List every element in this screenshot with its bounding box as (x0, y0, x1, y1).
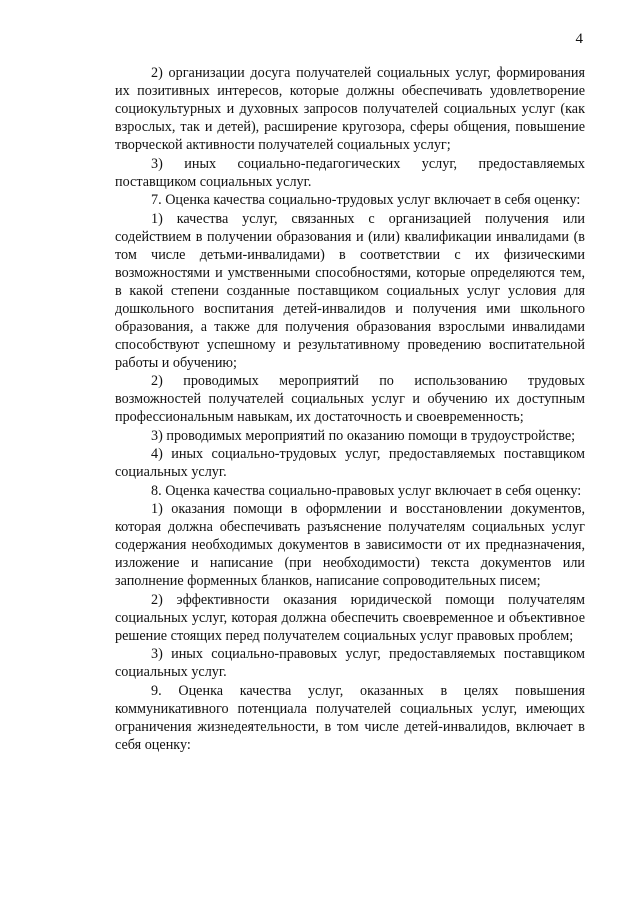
document-body (115, 64, 585, 754)
paragraph-2-labor-opportunities: 2) проводимых мероприятий по использованию трудовых возможностей получателей социальных услуг и обучению их доступным профессиональным навыкам, их достаточность и своевременность; (115, 373, 585, 425)
paragraph-2-legal-help: 2) эффективности оказания юридической помощи получателям социальных услуг, которая должна обеспечить своевременное и объективное решение стоящих перед получателем социальных услуг правовых проблем; (115, 591, 585, 644)
paragraph-3-other-pedagogical: 3) иных социально-педагогических услуг, предоставляемых поставщиком социальных услуг. (115, 155, 585, 190)
paragraph-3-employment: 3) проводимых мероприятий по оказанию помощи в трудоустройстве; (151, 427, 576, 444)
paragraph-3-other-legal: 3) иных социально-правовых услуг, предоставляемых поставщиком социальных услуг. (115, 646, 585, 680)
paragraph-7-labor-services: 7. Оценка качества социально-трудовых услуг включает в себя оценку: (151, 192, 581, 208)
paragraph-1-documents: 1) оказания помощи в оформлении и восстановлении документов, которая должна обеспечивать разъяснение получателям социальных услуг содержания необходимых документов в зависимости от их предназначения, изложение и написание (при необходимости) текста документов или заполнение форменных бланков, написание сопроводительных писем; (115, 501, 585, 589)
paragraph-4-other-labor: 4) иных социально-трудовых услуг, предоставляемых поставщиком социальных услуг. (115, 446, 585, 480)
paragraph-8-legal-services: 8. Оценка качества социально-правовых услуг включает в себя оценку: (151, 482, 582, 499)
page-number: 4 (575, 31, 583, 47)
paragraph-2-leisure: 2) организации досуга получателей социальных услуг, формирования их позитивных интересов, которые должны обеспечивать удовлетворение социокультурных и духовных запросов получателей социальных услуг (как взрослых, так и детей), расширение кругозора, сферы общения, повышение творческой активности получателей социальных услуг; (115, 65, 585, 153)
paragraph-9-communication: 9. Оценка качества услуг, оказанных в целях повышения коммуникативного потенциала получателей социальных услуг, имеющих ограничения жизнедеятельности, в том числе детей-инвалидов, включает в себя оценку: (115, 682, 585, 753)
paragraph-1-education: 1) качества услуг, связанных с организацией получения или содействием в получении образования и (или) квалификации инвалидами (в том числе детьми-инвалидами) в соответствии с их физическими возможностями и умственными способностями, которые определяются тем, в какой степени созданные поставщиком социальных услуг условия для дошкольного воспитания детей-инвалидов и получения ими школьного образования, а также для получения образования взрослыми инвалидами способствуют успешному и результативному проведению воспитательной работы и обучению; (115, 210, 585, 371)
